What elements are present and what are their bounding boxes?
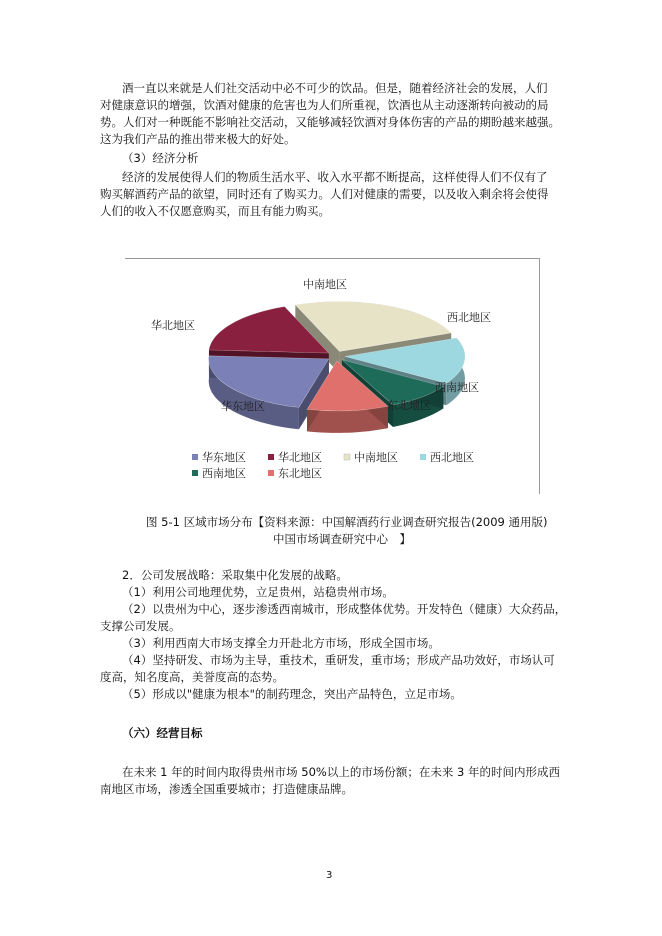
legend-swatch — [344, 454, 350, 460]
strategy-title: 2．公司发展战略：采取集中化发展的战略。 — [122, 568, 348, 582]
page-number: 3 — [326, 870, 333, 881]
slice-label: 西南地区 — [435, 381, 479, 394]
strategy-item: （3）利用西南大市场支撑全力开赴北方市场，形成全国市场。 — [122, 636, 440, 650]
pie-chart — [125, 258, 540, 494]
strategy-item: （2）以贵州为中心，逐步渗透西南城市，形成整体优势。开发特色（健康）大众药品， — [122, 602, 567, 616]
section-heading: （六）经营目标 — [122, 726, 203, 740]
legend-label: 西南地区 — [202, 467, 246, 480]
strategy-item: （4）坚持研发、市场为主导，重技术，重研发，重市场；形成产品功效好，市场认可 — [122, 653, 555, 667]
slice-label: 东北地区 — [387, 399, 431, 412]
slice-label: 华北地区 — [151, 319, 195, 332]
legend-label: 东北地区 — [278, 467, 322, 480]
legend-label: 西北地区 — [430, 451, 474, 464]
slice-label: 华东地区 — [221, 400, 265, 413]
subsection-heading: （3）经济分析 — [122, 151, 199, 165]
legend-swatch — [268, 454, 274, 460]
paragraph-line: 人们的收入不仅愿意购买，而且有能力购买。 — [100, 204, 330, 218]
paragraph-line: 南地区市场，渗透全国重要城市；打造健康品牌。 — [100, 782, 353, 796]
strategy-item: 支撑公司发展。 — [100, 619, 181, 633]
pie-chart-svg — [125, 259, 539, 494]
figure-caption: 图 5-1 区域市场分布【资料来源：中国解酒药行业调查研究报告(2009 通用版) — [146, 515, 548, 529]
paragraph-line: 经济的发展使得人们的物质生活水平、收入水平都不断提高，这样使得人们不仅有了 — [122, 170, 548, 184]
paragraph-line: 在未来 1 年的时间内取得贵州市场 50%以上的市场份额；在未来 3 年的时间内形成西 — [122, 765, 560, 779]
slice-label: 中南地区 — [303, 278, 347, 291]
strategy-item: （1）利用公司地理优势，立足贵州，站稳贵州市场。 — [122, 585, 394, 599]
paragraph-line: 购买解酒药产品的欲望，同时还有了购买力。人们对健康的需要，以及收入剩余将会使得 — [100, 187, 549, 201]
paragraph-line: 势。人们对一种既能不影响社交活动，又能够减轻饮酒对身体伤害的产品的期盼越来越强。 — [100, 115, 560, 129]
figure-caption: 中国市场调查研究中心 】 — [273, 532, 411, 546]
legend-label: 华东地区 — [202, 451, 246, 464]
paragraph-line: 这为我们产品的推出带来极大的好处。 — [100, 132, 296, 146]
strategy-item: （5）形成以"健康为根本"的制药理念，突出产品特色，立足市场。 — [122, 687, 462, 701]
paragraph-line: 对健康意识的增强，饮酒对健康的危害也为人们所重视，饮酒也从主动逐渐转向被动的局 — [100, 98, 549, 112]
strategy-item: 度高，知名度高，美誉度高的态势。 — [100, 670, 284, 684]
legend-swatch — [192, 454, 198, 460]
slice-label: 西北地区 — [447, 311, 491, 324]
legend-swatch — [268, 470, 274, 476]
legend-swatch — [420, 454, 426, 460]
legend-swatch — [192, 470, 198, 476]
legend-label: 华北地区 — [278, 451, 322, 464]
legend-label: 中南地区 — [354, 451, 398, 464]
paragraph-line: 酒一直以来就是人们社交活动中必不可少的饮品。但是，随着经济社会的发展，人们 — [122, 81, 548, 95]
chart-legend — [192, 450, 474, 480]
